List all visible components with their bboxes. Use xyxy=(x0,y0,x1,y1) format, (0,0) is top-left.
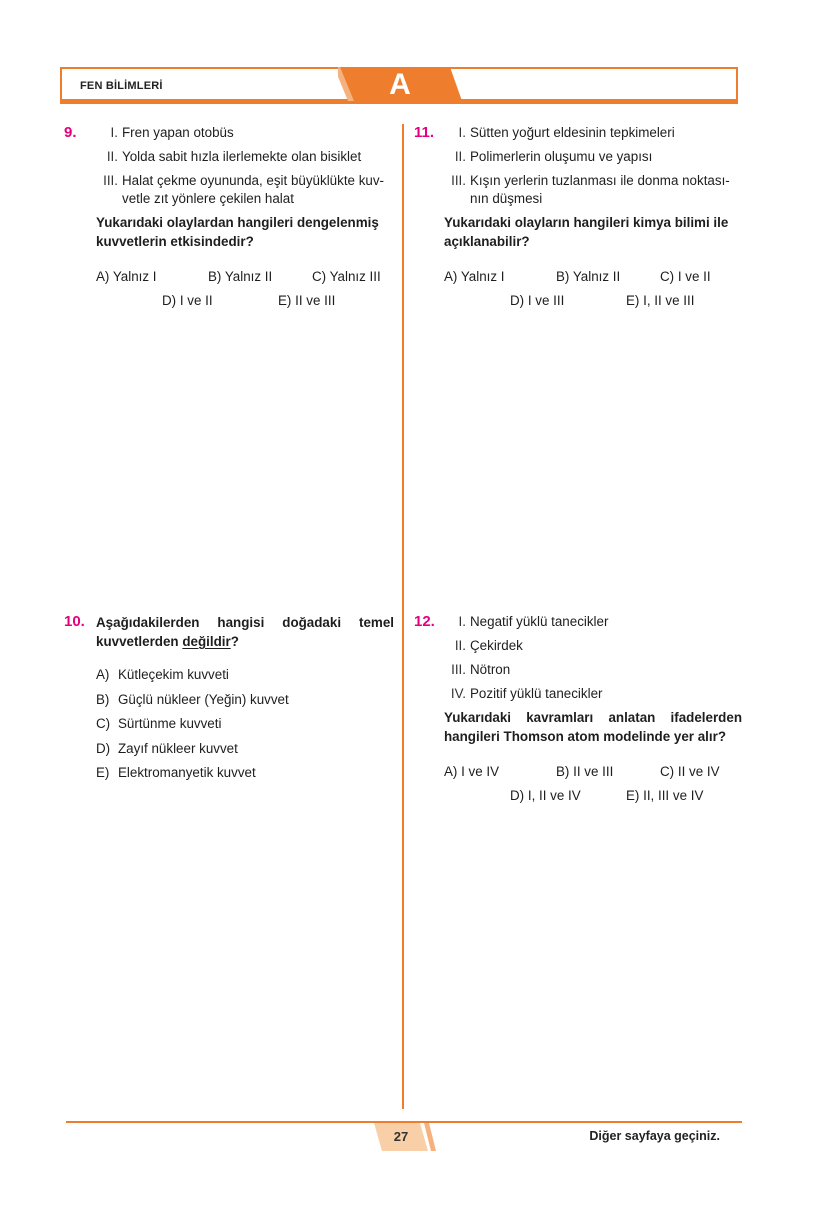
stem-negation: değildir xyxy=(182,634,231,649)
statement-text: Polimerlerin oluşumu ve yapısı xyxy=(470,149,653,164)
answer-options xyxy=(444,265,744,315)
stem-line: Yukarıdaki kavramları anlatan ifadelerden xyxy=(444,710,742,725)
statement-list xyxy=(444,121,744,211)
statement-text-line1: Kışın yerlerin tuzlanması ile donma noktası- xyxy=(470,173,730,188)
question-stem xyxy=(444,708,742,746)
option-letter: C) xyxy=(96,716,111,731)
statement-item xyxy=(444,145,744,169)
statement-numeral: II. xyxy=(106,149,118,164)
stem-line: kuvvetlerin etkisindedir? xyxy=(96,234,254,249)
option-b[interactable] xyxy=(96,688,394,713)
question-stem xyxy=(96,613,394,651)
statement-text: Çekirdek xyxy=(470,638,523,653)
option-letter: B) xyxy=(96,691,110,707)
option-text: Kütleçekim kuvveti xyxy=(118,667,229,682)
statement-item xyxy=(444,121,744,145)
question-body xyxy=(96,121,394,315)
statement-text: Fren yapan otobüs xyxy=(122,125,234,140)
booklet-letter: A xyxy=(389,68,411,101)
option-d[interactable] xyxy=(96,737,394,762)
statement-list xyxy=(96,121,394,211)
option-b[interactable]: B) Yalnız II xyxy=(208,269,273,284)
statement-numeral: III. xyxy=(103,173,118,188)
option-b[interactable]: B) II ve III xyxy=(556,764,614,779)
question-number: 12. xyxy=(414,613,435,630)
question-number: 11. xyxy=(414,124,435,141)
statement-numeral: II. xyxy=(454,149,466,164)
answer-options xyxy=(96,265,394,315)
stem-line: Aşağıdakilerden hangisi doğadaki temel xyxy=(96,615,394,630)
option-e[interactable]: E) II ve III xyxy=(278,293,336,308)
option-c[interactable]: C) I ve II xyxy=(660,269,711,284)
option-letter: D) xyxy=(96,740,111,756)
option-text: Zayıf nükleer kuvvet xyxy=(118,740,238,756)
stem-text: kuvvetlerden xyxy=(96,634,183,649)
subject-title: FEN BİLİMLERİ xyxy=(80,80,163,92)
option-a[interactable]: A) I ve IV xyxy=(444,764,500,779)
page-header xyxy=(60,67,738,105)
stem-line: Yukarıdaki olaylardan hangileri dengelenmiş xyxy=(96,215,379,230)
option-b[interactable]: B) Yalnız II xyxy=(556,269,621,284)
statement-item xyxy=(444,658,742,682)
option-text: Güçlü nükleer (Yeğin) kuvvet xyxy=(118,691,289,707)
statement-text: Pozitif yüklü tanecikler xyxy=(470,686,603,701)
question-number: 10. xyxy=(64,613,85,630)
option-text: Sürtünme kuvveti xyxy=(118,716,222,731)
question-stem xyxy=(444,213,744,251)
next-page-note: Diğer sayfaya geçiniz. xyxy=(589,1129,720,1143)
statement-text-line2: nın düşmesi xyxy=(470,191,543,206)
option-d[interactable]: D) I ve II xyxy=(162,293,213,308)
stem-line: açıklanabilir? xyxy=(444,234,530,249)
option-a[interactable]: A) Yalnız I xyxy=(444,269,505,284)
statement-item xyxy=(444,634,742,658)
statement-list xyxy=(444,610,742,706)
option-text: Elektromanyetik kuvvet xyxy=(118,765,256,780)
stem-punctuation: ? xyxy=(230,634,239,649)
option-letter: E) xyxy=(96,765,110,780)
statement-text: Sütten yoğurt eldesinin tepkimeleri xyxy=(470,125,675,140)
option-c[interactable]: C) Yalnız III xyxy=(312,269,381,284)
statement-numeral: I. xyxy=(458,614,466,629)
statement-numeral: III. xyxy=(451,662,466,677)
statement-text: Yolda sabit hızla ilerlemekte olan bisiklet xyxy=(122,149,362,164)
statement-item xyxy=(96,169,394,211)
option-c[interactable] xyxy=(96,712,394,737)
statement-item xyxy=(96,121,394,145)
option-a[interactable] xyxy=(96,663,394,688)
option-d[interactable]: D) I ve III xyxy=(510,293,565,308)
stem-line: Yukarıdaki olayların hangileri kimya bilimi ile xyxy=(444,215,729,230)
page-number: 27 xyxy=(393,1129,409,1144)
option-e[interactable]: E) II, III ve IV xyxy=(626,788,704,803)
statement-numeral: III. xyxy=(451,173,466,188)
option-e[interactable] xyxy=(96,761,394,786)
statement-item xyxy=(444,682,742,706)
statement-numeral: I. xyxy=(458,125,466,140)
option-e[interactable]: E) I, II ve III xyxy=(626,293,695,308)
statement-item xyxy=(444,610,742,634)
statement-text: Negatif yüklü tanecikler xyxy=(470,614,609,629)
option-letter: A) xyxy=(96,667,110,682)
statement-text-line2: vetle zıt yönlere çekilen halat xyxy=(122,191,294,206)
question-body xyxy=(444,121,744,315)
booklet-badge xyxy=(338,67,462,101)
page-number-badge xyxy=(374,1123,436,1151)
stem-line: hangileri Thomson atom modelinde yer alır? xyxy=(444,729,726,744)
option-c[interactable]: C) II ve IV xyxy=(660,764,720,779)
statement-item xyxy=(96,145,394,169)
question-stem xyxy=(96,213,394,251)
option-a[interactable]: A) Yalnız I xyxy=(96,269,157,284)
answer-options xyxy=(444,760,742,810)
statement-text-line1: Halat çekme oyununda, eşit büyüklükte kuv- xyxy=(122,173,385,188)
statement-text: Nötron xyxy=(470,662,511,677)
answer-options xyxy=(96,663,394,786)
statement-numeral: II. xyxy=(454,638,466,653)
question-number: 9. xyxy=(64,124,77,141)
statement-item xyxy=(444,169,744,211)
statement-numeral: IV. xyxy=(450,686,466,701)
question-body xyxy=(444,610,742,810)
statement-numeral: I. xyxy=(110,125,118,140)
column-divider xyxy=(402,124,404,1109)
option-d[interactable]: D) I, II ve IV xyxy=(510,788,581,803)
stem-line xyxy=(96,632,394,651)
question-body xyxy=(96,610,394,786)
